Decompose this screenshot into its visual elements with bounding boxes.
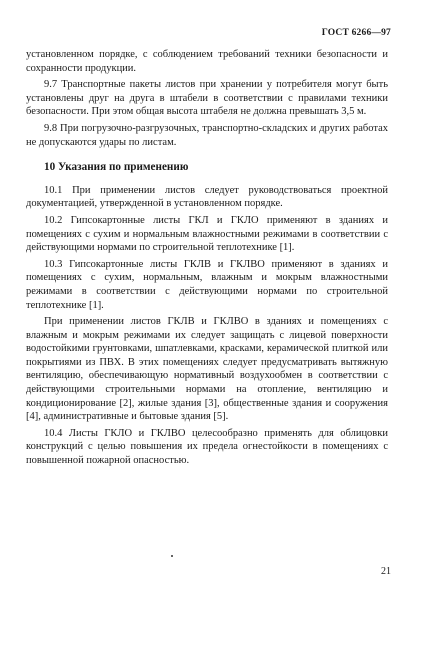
print-speck [171, 555, 173, 557]
paragraph-10-3-continued: При применении листов ГКЛВ и ГКЛВО в зданиях и помещениях с влажным и мокрым режимами их следует защищать с лицевой поверхности водостойкими грунтовками, шпатлевками, красками, керамической плиткой или покрытиями из ПВХ. В этих помещениях следует предусматривать вытяжную вентиляцию, обеспечивающую нормативный воздухообмен в соответствии с действующими строительными нормами на отопление, вентиляцию и кондиционирование [2], жилые здания [3], общественные здания и сооружения [4], административные и бытовые здания [5]. [26, 316, 388, 423]
paragraph-continuation: установленном порядке, с соблюдением требований техники безопасности и сохранности продукции. [26, 49, 388, 74]
document-body [26, 48, 388, 471]
paragraph-9-7: 9.7 Транспортные пакеты листов при хранении у потребителя могут быть установлены друг на друга в штабели в соответствии с правилами техники безопасности. При этом общая высота штабеля не должна превышать 3,5 м. [26, 79, 388, 118]
document-header: ГОСТ 6266—97 [321, 28, 391, 38]
section-title: 10 Указания по применению [44, 161, 189, 174]
paragraph-10-2: 10.2 Гипсокартонные листы ГКЛ и ГКЛО применяют в зданиях и помещениях с сухим и нормальным влажностными режимами в соответствии с действующими нормами по строительной теплотехнике [1]. [26, 214, 388, 254]
paragraph-9-8: 9.8 При погрузочно-разгрузочных, транспортно-складских и других работах не допускаются удары по листам. [26, 122, 388, 148]
paragraph-10-4: 10.4 Листы ГКЛО и ГКЛВО целесообразно применять для облицовки конструкций с целью повышения их предела огнестойкости в помещениях с повышенной пожарной опасностью. [26, 427, 388, 467]
page-number: 21 [381, 566, 391, 577]
paragraph-10-1: 10.1 При применении листов следует руководствоваться проектной документацией, утвержденной в установленном порядке. [26, 184, 388, 210]
paragraph-10-3: 10.3 Гипсокартонные листы ГКЛВ и ГКЛВО применяют в зданиях и помещениях с сухим, нормальным, влажным и мокрым влажностными режимами в соответствии с действующими нормами по строительной теплотехнике [1]. [26, 258, 388, 311]
